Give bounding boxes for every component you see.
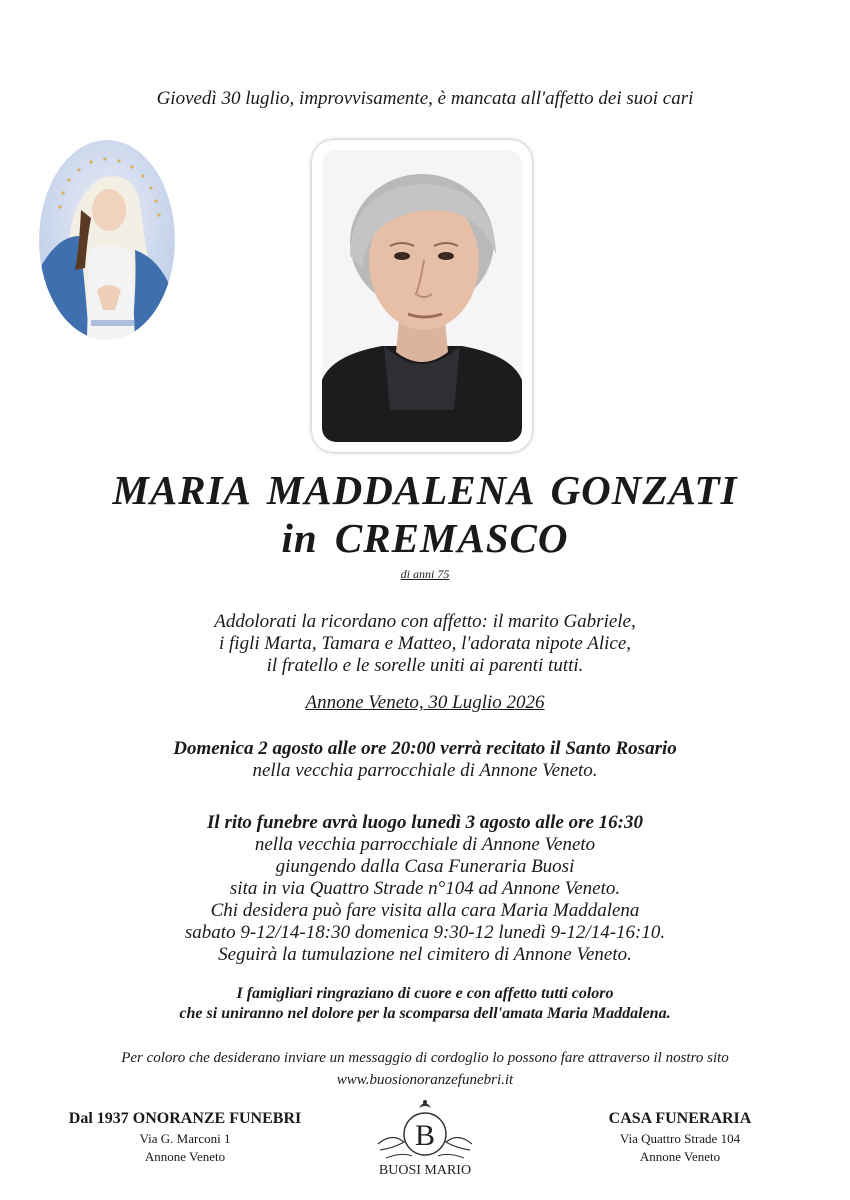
portrait-photo bbox=[322, 150, 522, 442]
madonna-image bbox=[39, 140, 175, 340]
thanks-line: che si uniranno nel dolore per la scomparsa dell'amata Maria Maddalena. bbox=[179, 1005, 671, 1022]
funeral-headline: Il rito funebre avrà luogo lunedì 3 agosto alle ore 16:30 bbox=[207, 812, 643, 833]
funeral-announcement bbox=[0, 812, 850, 966]
family-message-line: il fratello e le sorelle uniti ai parenti tutti. bbox=[266, 655, 584, 676]
announcement-intro: Giovedì 30 luglio, improvvisamente, è mancata all'affetto dei suoi cari bbox=[156, 88, 694, 109]
deceased-married-name: in CREMASCO bbox=[281, 515, 569, 561]
footer-right-city: Annone Veneto bbox=[639, 1149, 721, 1164]
footer-right-address: Via Quattro Strade 104 bbox=[619, 1131, 741, 1146]
deceased-name: MARIA MADDALENA GONZATI bbox=[112, 467, 738, 513]
footer-funeral-home bbox=[560, 1108, 800, 1166]
footer-left-title: Dal 1937 ONORANZE FUNEBRI bbox=[68, 1110, 302, 1127]
portrait-frame bbox=[312, 140, 532, 452]
funeral-line: giungendo dalla Casa Funeraria Buosi bbox=[275, 856, 575, 877]
deceased-age: di anni 75 bbox=[400, 567, 450, 581]
logo-letter: B bbox=[414, 1119, 436, 1152]
thanks-line: I famigliari ringraziano di cuore e con affetto tutti coloro bbox=[236, 985, 614, 1002]
footer-right-title: CASA FUNERARIA bbox=[608, 1110, 752, 1127]
footer-funeral-services bbox=[60, 1108, 310, 1166]
rosary-announcement bbox=[0, 738, 850, 782]
buosi-logo bbox=[372, 1098, 478, 1182]
family-thanks bbox=[0, 984, 850, 1024]
website-link[interactable]: www.buosionoranzefunebri.it bbox=[336, 1072, 514, 1088]
funeral-line: nella vecchia parrocchiale di Annone Veneto bbox=[254, 834, 596, 855]
rosary-location: nella vecchia parrocchiale di Annone Veneto. bbox=[252, 760, 598, 781]
footer-left-address: Via G. Marconi 1 bbox=[139, 1131, 231, 1146]
funeral-line: Seguirà la tumulazione nel cimitero di Annone Veneto. bbox=[218, 944, 632, 965]
funeral-line: sita in via Quattro Strade n°104 ad Annone Veneto. bbox=[229, 878, 621, 899]
condolence-note bbox=[0, 1047, 850, 1091]
family-message-line: i figli Marta, Tamara e Matteo, l'adorata nipote Alice, bbox=[218, 633, 632, 654]
rosary-headline: Domenica 2 agosto alle ore 20:00 verrà recitato il Santo Rosario bbox=[173, 738, 677, 759]
funeral-line: Chi desidera può fare visita alla cara Maria Maddalena bbox=[210, 900, 640, 921]
family-message bbox=[0, 611, 850, 677]
family-message-line: Addolorati la ricordano con affetto: il marito Gabriele, bbox=[214, 611, 636, 632]
place-date: Annone Veneto, 30 Luglio 2026 bbox=[305, 692, 545, 713]
footer-left-city: Annone Veneto bbox=[144, 1149, 226, 1164]
funeral-line: sabato 9-12/14-18:30 domenica 9:30-12 lunedì 9-12/14-16:10. bbox=[184, 922, 666, 943]
logo-text: BUOSI MARIO bbox=[378, 1163, 472, 1178]
condolence-text: Per coloro che desiderano inviare un messaggio di cordoglio lo possono fare attraverso il nostro sito bbox=[121, 1050, 729, 1066]
